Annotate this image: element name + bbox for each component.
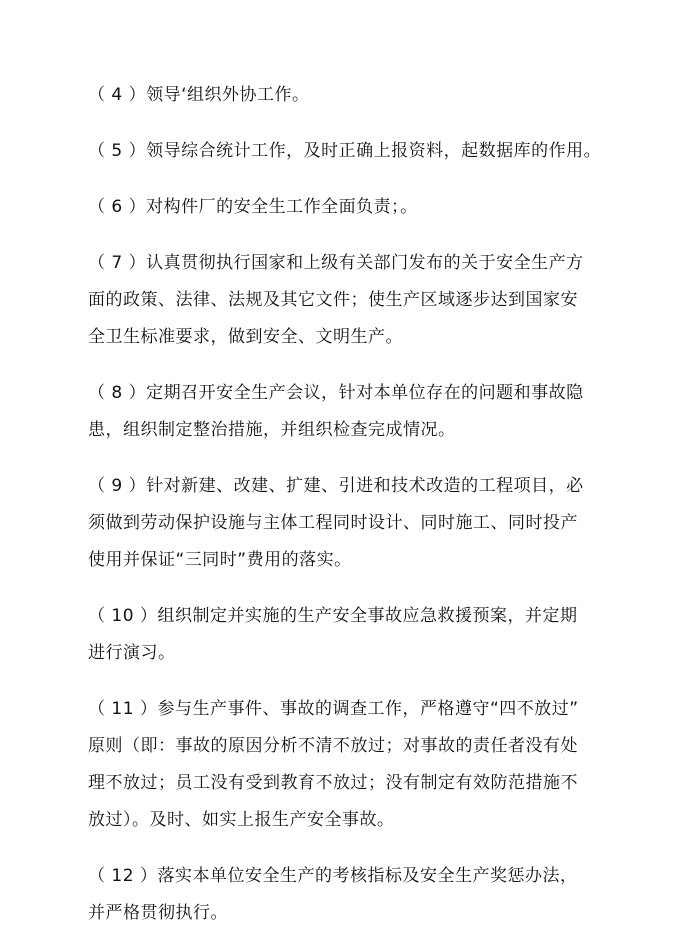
paragraph-item-4: [88, 77, 648, 114]
paragraph-line: （ 12 ）落实本单位安全生产的考核指标及安全生产奖惩办法，: [88, 866, 578, 886]
paragraph-line: （ 8 ）定期召开安全生产会议，针对本单位存在的问题和事故隐: [88, 383, 584, 403]
paragraph-line: 理不放过；员工没有受到教育不放过；没有制定有效防范措施不: [88, 773, 578, 793]
paragraph-line: （ 6 ）对构件厂的安全生工作全面负责；。: [88, 197, 418, 217]
paragraph-item-12: [88, 858, 648, 932]
paragraph-item-7: [88, 245, 648, 356]
paragraph-line: （ 11 ）参与生产事件、事故的调查工作，严格遵守“四不放过”: [88, 699, 579, 719]
paragraph-item-6: [88, 189, 648, 226]
paragraph-line: 放过）。及时、如实上报生产安全事故。: [88, 810, 395, 830]
paragraph-item-8: [88, 375, 648, 449]
paragraph-line: 进行演习。: [88, 643, 176, 663]
document-body: [88, 77, 648, 951]
paragraph-line: （ 10 ）组织制定并实施的生产安全事故应急救援预案，并定期: [88, 606, 578, 626]
paragraph-line: （ 7 ）认真贯彻执行国家和上级有关部门发布的关于安全生产方: [88, 253, 584, 273]
paragraph-item-10: [88, 598, 648, 672]
paragraph-line: （ 9 ）针对新建、改建、扩建、引进和技术改造的工程项目，必: [88, 476, 584, 496]
paragraph-line: （ 5 ）领导综合统计工作，及时正确上报资料，起数据库的作用。: [88, 141, 602, 161]
paragraph-line: 原则（即：事故的原因分析不清不放过；对事故的责任者没有处: [88, 736, 578, 756]
paragraph-line: 患，组织制定整治措施，并组织检查完成情况。: [88, 420, 456, 440]
paragraph-item-11: [88, 691, 648, 839]
paragraph-line: 并严格贯彻执行。: [88, 903, 228, 923]
paragraph-item-9: [88, 468, 648, 579]
paragraph-line: 全卫生标准要求，做到安全、文明生产。: [88, 327, 403, 347]
paragraph-line: （ 4 ）领导‘组织外协工作。: [88, 85, 310, 105]
paragraph-item-5: [88, 133, 648, 170]
paragraph-line: 使用并保证“三同时”费用的落实。: [88, 550, 352, 570]
paragraph-line: 面的政策、法律、法规及其它文件；使生产区域逐步达到国家安: [88, 290, 578, 310]
paragraph-line: 须做到劳动保护设施与主体工程同时设计、同时施工、同时投产: [88, 513, 578, 533]
